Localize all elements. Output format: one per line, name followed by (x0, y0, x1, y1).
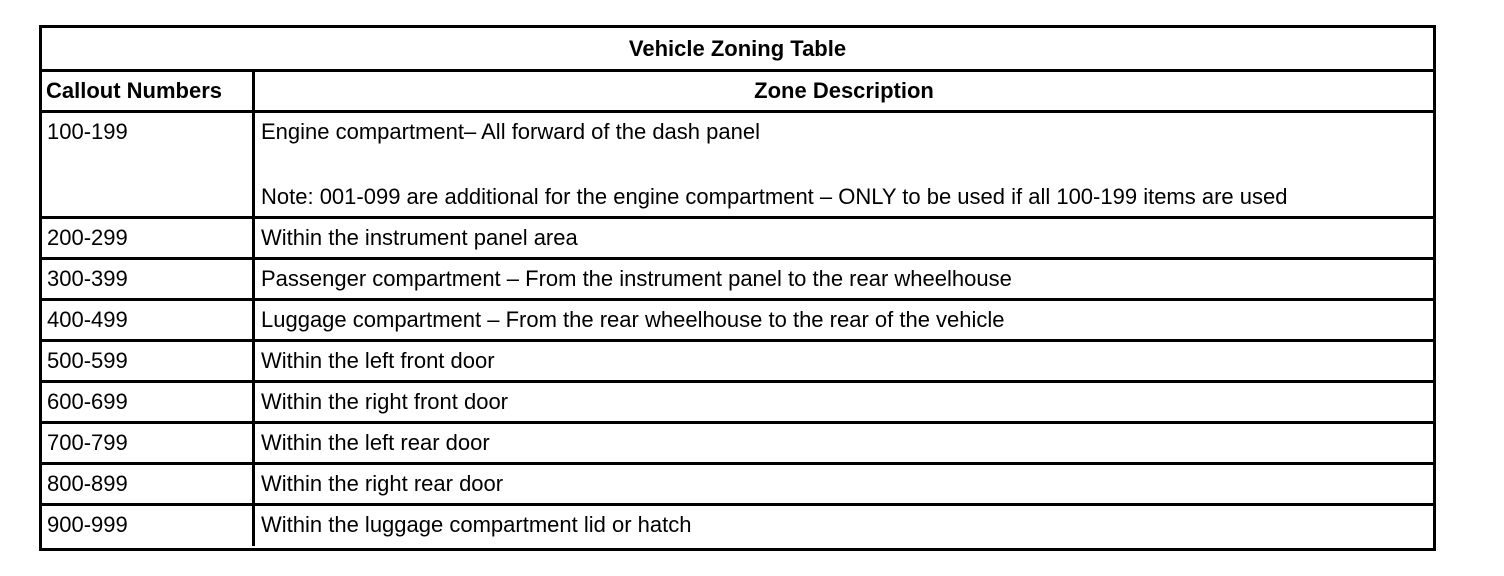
table-row (42, 506, 1433, 546)
description-cell: Within the right front door (261, 389, 509, 414)
callout-cell: 400-499 (42, 301, 255, 339)
table-row (42, 424, 1433, 465)
table-row (42, 465, 1433, 506)
callout-cell: 200-299 (42, 219, 255, 257)
description-cell: Within the luggage compartment lid or hatch (261, 512, 692, 537)
callout-cell: 700-799 (42, 424, 255, 462)
callout-cell: 500-599 (42, 342, 255, 380)
note-text: Note: 001-099 are additional for the engine compartment – ONLY to be used if all 100-199 items are used (261, 184, 1288, 209)
description-cell: Within the left rear door (261, 430, 490, 455)
callout-cell: 800-899 (42, 465, 255, 503)
description-cell (255, 113, 1433, 216)
table-row (42, 342, 1433, 383)
description-text: Engine compartment– All forward of the dash panel (261, 119, 760, 144)
header-zone-description: Zone Description (754, 78, 934, 103)
description-cell: Within the right rear door (261, 471, 504, 496)
callout-cell: 900-999 (42, 506, 255, 546)
description-cell: Within the instrument panel area (261, 225, 578, 250)
table-row (42, 113, 1433, 219)
header-callout-numbers: Callout Numbers (42, 72, 255, 110)
table-row (42, 383, 1433, 424)
description-cell: Luggage compartment – From the rear wheelhouse to the rear of the vehicle (261, 307, 1005, 332)
vehicle-zoning-table (39, 25, 1436, 551)
description-cell: Within the left front door (261, 348, 495, 373)
callout-cell: 100-199 (42, 113, 255, 216)
table-row (42, 301, 1433, 342)
table-header-row (42, 72, 1433, 113)
description-cell: Passenger compartment – From the instrument panel to the rear wheelhouse (261, 266, 1012, 291)
table-row (42, 260, 1433, 301)
table-row (42, 219, 1433, 260)
table-title: Vehicle Zoning Table (42, 28, 1433, 72)
callout-cell: 600-699 (42, 383, 255, 421)
callout-cell: 300-399 (42, 260, 255, 298)
